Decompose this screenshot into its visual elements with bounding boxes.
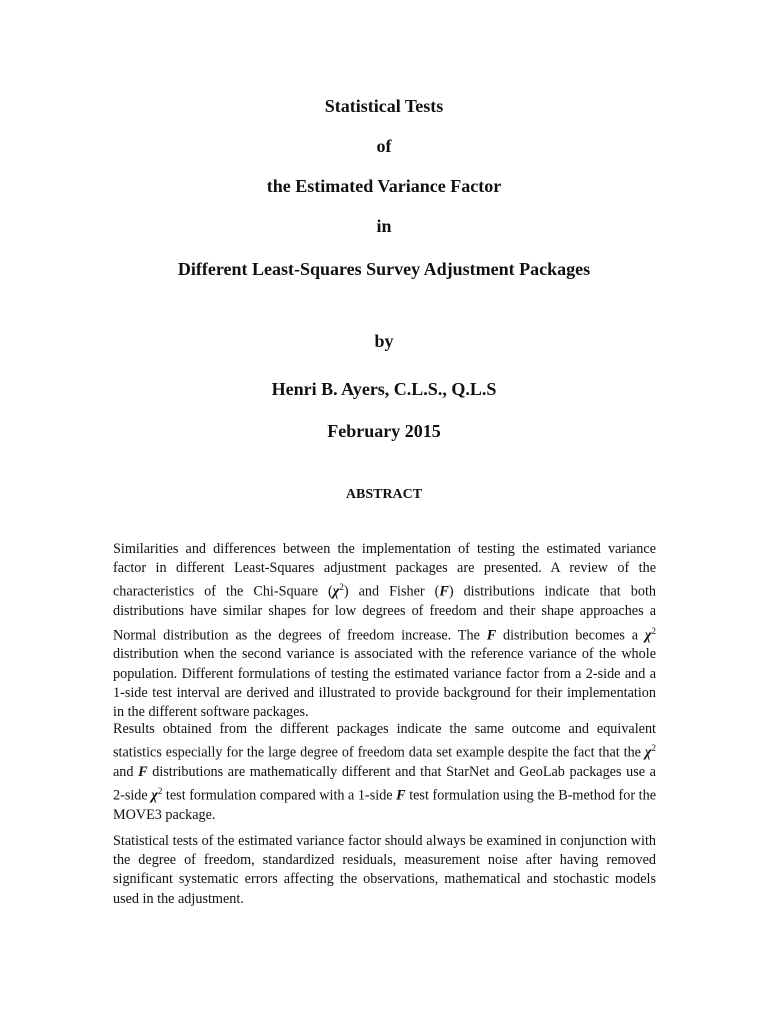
chi-symbol: χ — [644, 627, 652, 644]
byline-by: by — [374, 331, 394, 351]
p2-text-1: Results obtained from the different packages indicate the same outcome and equivalent statistics especially for the large degree of freedom data set example despite the fact that the — [113, 721, 656, 761]
title-line-5: Different Least-Squares Survey Adjustment Packages — [177, 259, 591, 279]
p1-text-1: Similarities and differences between the implementation of testing the estimated variance factor in different Least-Squares adjustment packages are presented. A review of the characteristics of the Chi-Square ( — [113, 541, 656, 601]
abstract-heading: ABSTRACT — [345, 487, 423, 502]
publication-date: February 2015 — [327, 421, 441, 441]
p2-text-2: and — [113, 764, 139, 781]
p2-text-4: test formulation compared with a 1-side — [162, 788, 397, 805]
abstract-paragraph-2 — [113, 720, 656, 825]
f-symbol: F — [439, 584, 449, 601]
chi-symbol: χ — [151, 788, 158, 805]
title-line-2: of — [376, 136, 392, 156]
author-name: Henri B. Ayers, C.L.S., Q.L.S — [271, 379, 497, 399]
superscript-2: 2 — [651, 743, 656, 754]
f-symbol: F — [138, 764, 148, 781]
chi-symbol: χ — [644, 744, 652, 761]
f-symbol: F — [486, 627, 497, 644]
p1-text-2: ) and Fisher ( — [343, 584, 440, 601]
title-line-1: Statistical Tests — [324, 96, 444, 116]
p1-text-4: distribution becomes a — [496, 627, 645, 644]
title-line-3: the Estimated Variance Factor — [266, 176, 502, 196]
chi-symbol: χ — [332, 584, 340, 601]
superscript-2: 2 — [339, 582, 344, 593]
p2-text-5: test formulation using the B-method for the MOVE3 package. — [113, 788, 656, 824]
abstract-paragraph-1 — [113, 540, 656, 722]
title-line-4: in — [376, 216, 392, 236]
p1-text-5: distribution when the second variance is associated with the reference variance of the whole population. Different formulations of testing the estimated variance factor from a 2-side and a 1-side test interval are derived and illustrated to provide background for their implementation in the different software packages. — [113, 646, 656, 721]
f-symbol: F — [396, 788, 406, 805]
p1-text-3: ) distributions indicate that both distributions have similar shapes for low degrees of freedom and their shape approaches a Normal distribution as the degrees of freedom increase. The — [113, 584, 656, 644]
superscript-2: 2 — [651, 625, 656, 636]
superscript-2: 2 — [157, 786, 163, 797]
p2-text-3: distributions are mathematically different and that StarNet and GeoLab packages use a 2-side — [113, 764, 656, 805]
abstract-paragraph-3: Statistical tests of the estimated variance factor should always be examined in conjunction with the degree of freedom, standardized residuals, measurement noise after having removed significant systematic errors affecting the observations, mathematical and stochastic models used in the adjustment. — [113, 833, 656, 907]
